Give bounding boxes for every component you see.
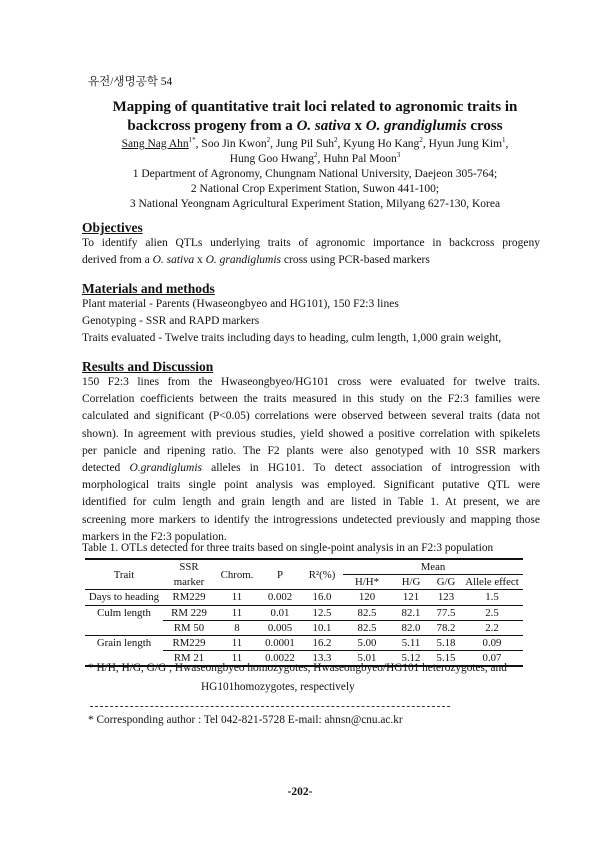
table-footnote-line-2: HG101homozygotes, respectively: [201, 681, 355, 693]
page-number: -202-: [287, 786, 313, 798]
header-allele-effect: Allele effect: [461, 575, 523, 590]
affiliation-3: 3 National Yeongnam Agricultural Experiment Station, Milyang 627-130, Korea: [129, 198, 501, 210]
methods-heading: Materials and methods: [82, 281, 215, 296]
paper-title-line-1: Mapping of quantitative trait loci related to agronomic traits in: [112, 99, 518, 115]
table-footnote-line-1: * H/H, H/G, G/G ; Hwaseongbyeo homozygotes, Hwaseongbyeo/HG101 heterozygotes, and: [88, 662, 507, 674]
header-r2: R²(%): [301, 559, 343, 590]
header-gg: G/G: [431, 575, 461, 590]
table-row: Culm length RM 229 11 0.01 12.5 82.5 82.1 77.5 2.5: [85, 605, 523, 620]
author-name: Soo Jin Kwon: [201, 138, 267, 150]
table-row: Grain length RM229 11 0.0001 16.2 5.00 5.11 5.18 0.09: [85, 636, 523, 651]
header-hg: H/G: [391, 575, 431, 590]
author-name: Huhn Pal Moon: [323, 153, 397, 165]
author-name: Jung Pil Suh: [275, 138, 335, 150]
methods-text: Plant material - Parents (Hwaseongbyeo and HG101), 150 F2:3 lines Genotyping - SSR and RAPD markers Traits evaluated - Twelve traits including days to heading, culm length, 1,000 grain weight,: [82, 298, 502, 345]
header-chrom: Chrom.: [215, 559, 259, 590]
objectives-heading: Objectives: [82, 220, 143, 235]
table-header-row: [85, 559, 523, 575]
author-list-line-1: Sang Nag Ahn$^{1*}$, Soo Jin Kwon$^2$, Jung Pil Suh$^2$, Kyung Ho Kang$^2$, Hyun Jung Kim$^1$,: [121, 136, 509, 150]
author-name: Hyun Jung Kim: [428, 138, 503, 150]
running-head: 유전/생명공학 54: [88, 76, 173, 88]
table-row: RM 50 8 0.005 10.1 82.5 82.0 78.2 2.2: [85, 620, 523, 635]
author-name: Sang Nag Ahn: [121, 138, 189, 150]
paper-title-line-2: backcross progeny from a O. sativa x O. grandiglumis cross: [127, 118, 503, 134]
author-list-line-2: Hung Goo Hwang$^2$, Huhn Pal Moon$^3$: [229, 151, 401, 165]
affiliation-1: 1 Department of Agronomy, Chungnam National University, Daejeon 305-764;: [132, 168, 498, 180]
header-hh: H/H*: [343, 575, 391, 590]
results-heading: Results and Discussion: [82, 359, 214, 374]
results-text: 150 F2:3 lines from the Hwaseongbyeo/HG101 cross were evaluated for twelve traits. Correlation coefficients between the traits measured in this study on the F2:3 families were calculated and significant (P<0.05) correlations were observed between several traits (data not shown). In agreement with previous studies, yield showed a positive correlation with spikelets per panicle and ripening ratio. The F2 plants were also genotyped with 10 SSR markers detected O.grandiglumis alleles in HG101. To detect association of introgression with morphological traits single point analysis was employed. Significant putative QTL were identified for culm length and grain length and are listed in Table 1. At present, we are screening more markers to identify the introgressions undetected previously and mapping those markers in the F2:3 population.: [82, 376, 540, 543]
qtl-table: [85, 558, 523, 667]
author-name: Hung Goo Hwang: [229, 153, 315, 165]
header-mean: Mean: [343, 559, 523, 575]
table-row: RM 21 11 0.0022 13.3 5.01 5.12 5.15 0.07: [85, 651, 523, 667]
author-name: Kyung Ho Kang: [343, 138, 420, 150]
footnote-divider: [90, 706, 450, 707]
table-row: Days to heading RM229 11 0.002 16.0 120 121 123 1.5: [85, 590, 523, 605]
header-marker: marker: [163, 575, 215, 590]
header-p: P: [259, 559, 301, 590]
header-trait: Trait: [85, 559, 163, 590]
affiliation-2: 2 National Crop Experiment Station, Suwon 441-100;: [190, 183, 440, 195]
header-ssr: SSR: [163, 559, 215, 575]
corresponding-author: * Corresponding author : Tel 042-821-5728 E-mail: ahnsn@cnu.ac.kr: [88, 714, 403, 726]
table-caption: Table 1. OTLs detected for three traits based on single-point analysis in an F2:3 population: [82, 542, 494, 554]
objectives-text: To identify alien QTLs underlying traits of agronomic importance in backcross progeny derived from a O. sativa x O. grandiglumis cross using PCR-based markers: [82, 237, 540, 267]
